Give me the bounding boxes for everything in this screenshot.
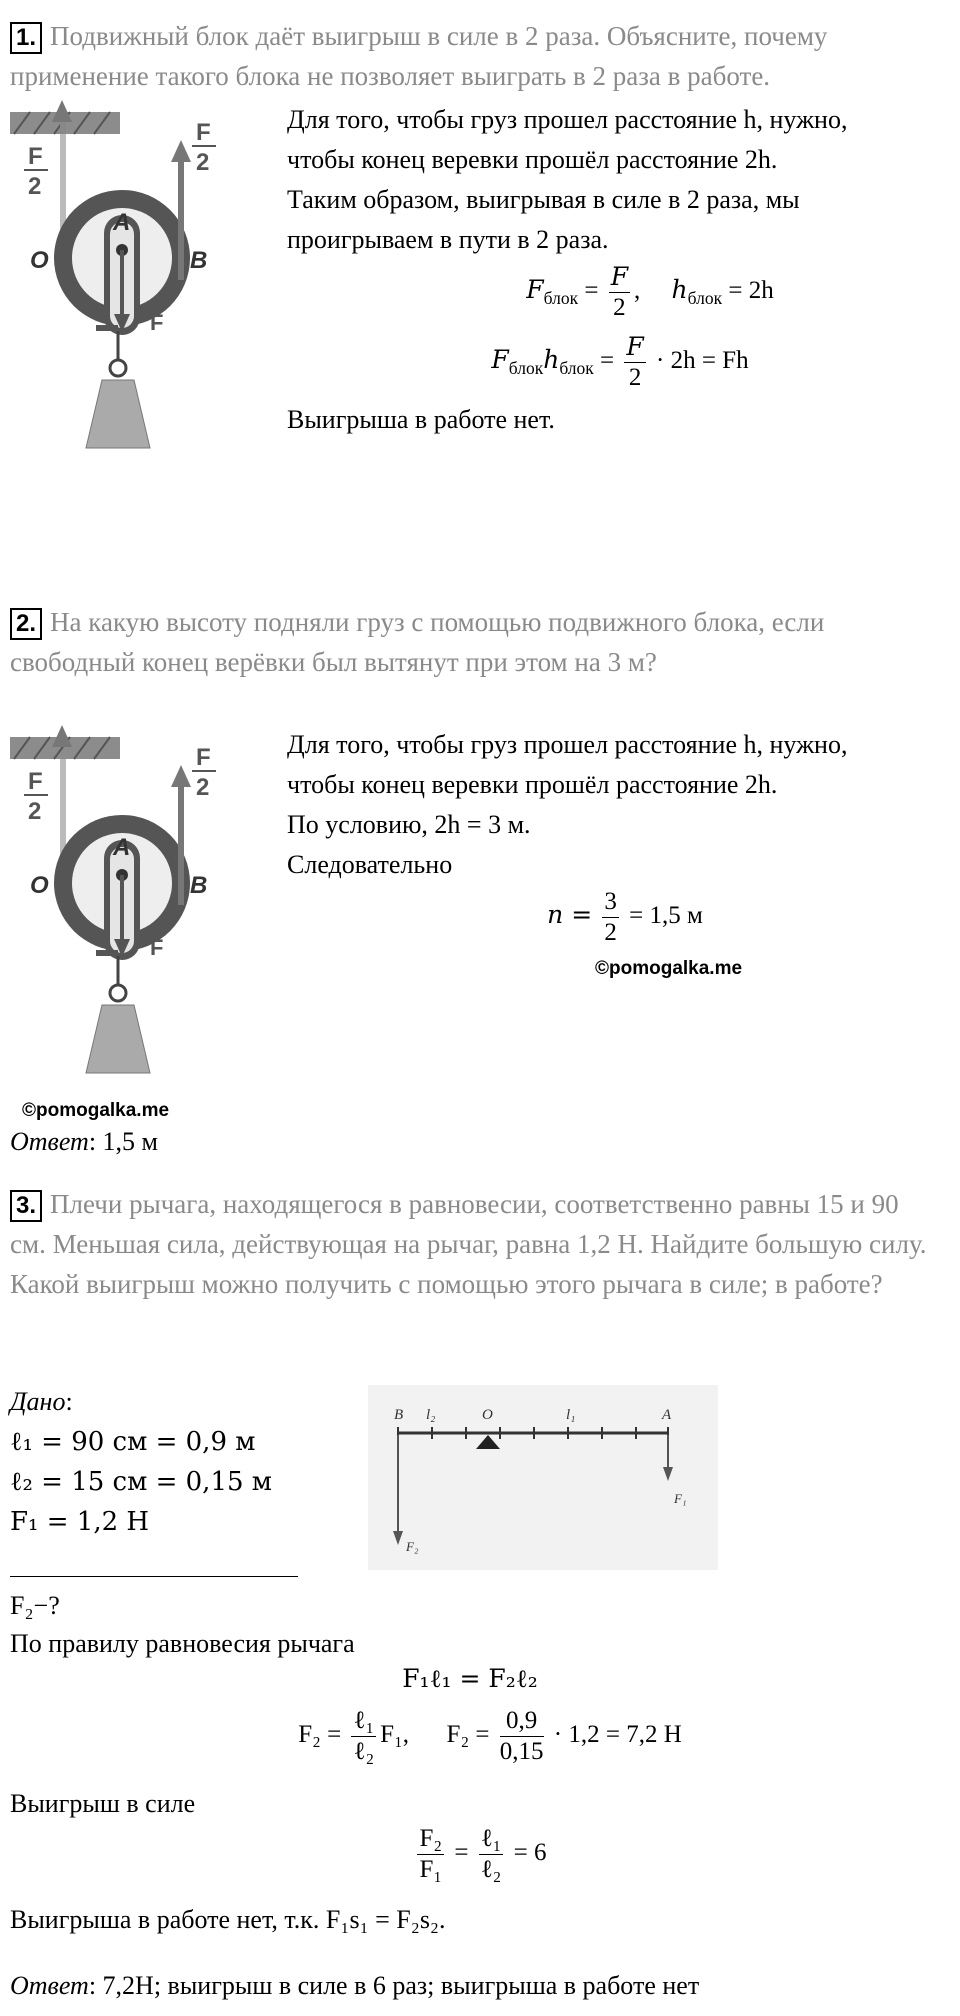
task2-line-4: Следовательно <box>287 850 453 879</box>
h-rhs: = 2h <box>728 277 774 305</box>
task1-line-1: Для того, чтобы груз прошел расстояние h, нужно, <box>287 105 848 134</box>
task1-question-text: Подвижный блок даёт выигрыш в силе в 2 раза. Объясните, почему применение такого блока не позволяет выиграть в 2 раза в работе. <box>10 21 828 91</box>
lever-label-b: B <box>394 1407 404 1423</box>
eq3-tail: · 1,2 = 7,2 Н <box>553 1721 682 1749</box>
denominator: 2 <box>604 919 617 946</box>
task3-question <box>10 1184 940 1304</box>
fraction <box>624 332 645 393</box>
pulley-diagram-1 <box>10 100 230 450</box>
fraction <box>602 887 619 948</box>
n-rhs: = 1,5 м <box>629 902 703 930</box>
task2-explanation <box>287 725 937 885</box>
answer-label: Ответ <box>10 1127 89 1156</box>
eq3-lhs: F₂ = <box>446 1721 490 1749</box>
label-f-left: F <box>28 143 43 170</box>
label-2-left: 2 <box>28 798 42 825</box>
task2-question-text: На какую высоту подняли груз с помощью подвижного блока, если свободный конец верёвки был вытянут при этом на 3 м? <box>10 607 825 677</box>
task1-line-2: чтобы конец веревки прошёл расстояние 2h. <box>287 145 778 174</box>
task3-find: F₂−? <box>10 1591 60 1620</box>
label-f-down: F <box>150 935 164 960</box>
answer-value: : 1,5 м <box>88 1127 158 1156</box>
task1-number: 1. <box>10 22 42 54</box>
given-label: Дано <box>10 1387 66 1416</box>
f-sub: блок <box>508 358 544 379</box>
fraction <box>479 1824 504 1885</box>
given-divider <box>10 1576 298 1577</box>
h-sub: блок <box>687 288 723 309</box>
task2-question <box>10 602 940 682</box>
label-2-right: 2 <box>196 149 210 176</box>
numerator: ℓ₁ <box>479 1824 504 1855</box>
given-f1: F₁ = 1,2 Н <box>10 1507 150 1537</box>
given-l2: ℓ₂ = 15 см = 0,15 м <box>10 1467 273 1497</box>
label-o: O <box>30 872 49 899</box>
task1-formula-2: $F_{блок}h_{блок}$ = $\frac{F}{2}$ · 2h = Fh <box>491 332 749 391</box>
label-2-left: 2 <box>28 173 42 200</box>
formula2-rhs: · 2h = Fh <box>656 347 749 375</box>
answer-value: : 7,2Н; выигрыш в силе в 6 раз; выигрыша в работе нет <box>88 1971 700 2000</box>
task3-gain-formula <box>380 1824 580 1885</box>
task3-work-text: Выигрыша в работе нет, т.к. F₁s₁ = F₂s₂. <box>10 1905 446 1934</box>
n-lhs: n = <box>547 900 593 930</box>
f-symbol: F <box>526 275 544 305</box>
task2-line-1: Для того, чтобы груз прошел расстояние h, нужно, <box>287 730 848 759</box>
label-f-down: F <box>150 310 164 335</box>
pulley-diagram-2 <box>10 725 230 1075</box>
lever-label-a: A <box>662 1407 672 1423</box>
eq2-tail: F₁, <box>380 1721 410 1749</box>
label-f-right: F <box>196 744 211 771</box>
numerator: 3 <box>602 887 619 918</box>
watermark-1: ©pomogalka.me <box>595 958 743 979</box>
denominator: ℓ₂ <box>480 1856 502 1883</box>
denominator: 0,15 <box>499 1738 544 1765</box>
fraction <box>351 1706 376 1767</box>
task3-given: Дано: ℓ₁ = 90 см = 0,9 м ℓ₂ = 15 см = 0,15 м F₁ = 1,2 Н <box>10 1382 272 1542</box>
label-b: B <box>190 872 208 899</box>
lever-label-o: O <box>482 1407 493 1423</box>
numerator: F <box>626 332 644 361</box>
numerator: F <box>610 262 629 291</box>
denominator: F₁ <box>419 1856 443 1883</box>
fraction <box>417 1824 444 1885</box>
denominator: 2 <box>613 294 626 321</box>
task3-question-text: Плечи рычага, находящегося в равновесии, соответственно равны 15 и 90 см. Меньшая сила, действующая на рычаг, равна 1,2 Н. Найдите большую силу. Какой выигрыш можно получить с помощью этого рычага в силе; в работе? <box>10 1189 927 1299</box>
lever-label-l2: l₂ <box>426 1407 436 1423</box>
gain-result: = 6 <box>513 1839 547 1867</box>
task3-eq2-eq3 <box>240 1706 740 1767</box>
task2-line-3: По условию, 2h = 3 м. <box>287 810 531 839</box>
task2-number: 2. <box>10 608 42 640</box>
lever-diagram <box>368 1385 718 1570</box>
lever-label-l1: l₁ <box>566 1407 576 1423</box>
given-l1: ℓ₁ = 90 см = 0,9 м <box>10 1427 256 1457</box>
label-a: A <box>113 209 131 236</box>
h-symbol: h <box>543 345 560 375</box>
f-symbol: F <box>491 345 509 375</box>
label-b: B <box>190 247 208 274</box>
task3-rule: По правилу равновесия рычага <box>10 1629 355 1658</box>
lever-label-f1: F₁ <box>674 1491 687 1506</box>
task1-conclusion: Выигрыша в работе нет. <box>287 405 555 434</box>
f-sub: блок <box>543 288 579 309</box>
task2-line-2: чтобы конец веревки прошёл расстояние 2h. <box>287 770 778 799</box>
denominator: ℓ₂ <box>353 1738 375 1765</box>
task3-number: 3. <box>10 1190 42 1222</box>
task2-answer <box>10 1122 158 1162</box>
weight <box>86 380 150 448</box>
watermark-2: ©pomogalka.me <box>22 1100 170 1121</box>
task2-formula <box>500 887 750 948</box>
numerator: F₂ <box>417 1824 444 1855</box>
numerator: 0,9 <box>500 1706 544 1737</box>
label-o: O <box>30 247 49 274</box>
numerator: ℓ₁ <box>351 1706 376 1737</box>
gain-eq: = <box>454 1839 469 1867</box>
label-2-right: 2 <box>196 774 210 801</box>
fraction <box>500 1706 544 1767</box>
denominator: 2 <box>628 364 642 391</box>
label-f-left: F <box>28 768 43 795</box>
eq2-lhs: F₂ = <box>298 1721 342 1749</box>
label-a: A <box>113 834 131 861</box>
h-symbol: h <box>671 275 688 305</box>
task1-question <box>10 16 940 96</box>
task1-explanation <box>287 100 937 260</box>
h-sub: блок <box>559 358 594 379</box>
task1-line-3: Таким образом, выигрывая в силе в 2 раза, мы <box>287 185 800 214</box>
task1-line-4: проигрываем в пути в 2 раза. <box>287 225 609 254</box>
answer-label: Ответ <box>10 1971 89 2000</box>
fraction <box>609 262 630 323</box>
task3-gain-label: Выигрыш в силе <box>10 1789 196 1818</box>
task3-eq1: F₁ℓ₁ = F₂ℓ₂ <box>402 1664 538 1693</box>
lever-label-f2: F₂ <box>406 1539 419 1554</box>
task3-answer <box>10 1966 699 2006</box>
label-f-right: F <box>196 119 211 146</box>
task1-formula-1: $F_{блок}$ = $\frac{F}{2}$ , $h_{блок} = 2h$ <box>526 262 774 321</box>
